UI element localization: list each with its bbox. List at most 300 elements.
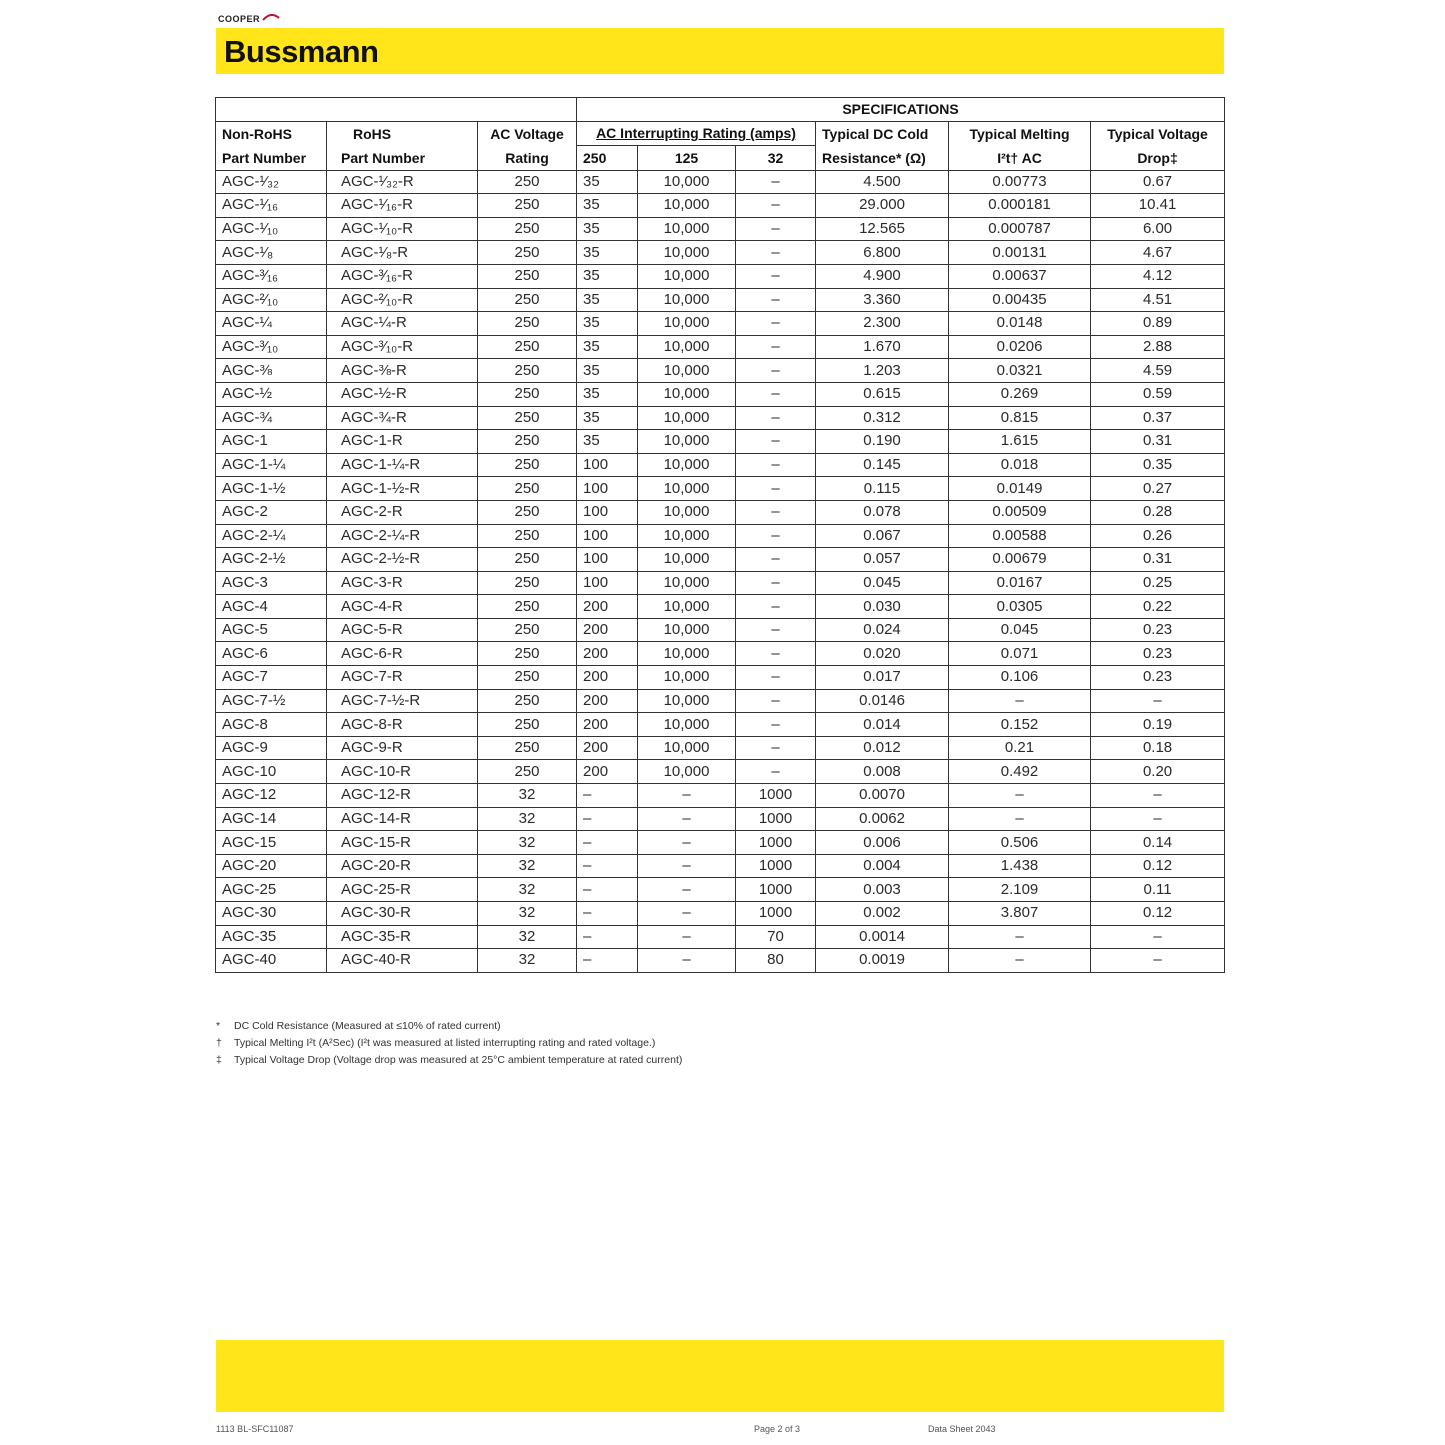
voltage-drop-cell: – bbox=[1091, 949, 1225, 973]
rating-125-cell: – bbox=[638, 925, 736, 949]
ac-voltage-cell: 250 bbox=[478, 666, 577, 690]
dc-cold-resistance-cell: 0.020 bbox=[816, 642, 949, 666]
dc-cold-resistance-cell: 0.006 bbox=[816, 831, 949, 855]
melting-i2t-cell: 0.00509 bbox=[949, 500, 1091, 524]
specifications-body bbox=[216, 170, 1225, 972]
rating-250-cell: 200 bbox=[577, 760, 638, 784]
rating-125-cell: – bbox=[638, 902, 736, 926]
dc-cold-resistance-cell: 0.045 bbox=[816, 571, 949, 595]
ac-interrupting-header: AC Interrupting Rating (amps) bbox=[577, 121, 816, 146]
rating-32-cell: – bbox=[736, 736, 816, 760]
rating-32-cell: – bbox=[736, 335, 816, 359]
voltage-drop-cell: 0.23 bbox=[1091, 618, 1225, 642]
rating-32-cell: – bbox=[736, 548, 816, 572]
non-rohs-part-cell: AGC-40 bbox=[216, 949, 327, 973]
melting-i2t-cell: 0.00131 bbox=[949, 241, 1091, 265]
footer-doc-id: 1113 BL-SFC11087 bbox=[216, 1424, 294, 1434]
non-rohs-part-cell: AGC-¹⁄₁₀ bbox=[216, 217, 327, 241]
melting-i2t-cell: 0.0321 bbox=[949, 359, 1091, 383]
rating-125-cell: 10,000 bbox=[638, 760, 736, 784]
rating-32-cell: – bbox=[736, 666, 816, 690]
non-rohs-part-cell: AGC-¾ bbox=[216, 406, 327, 430]
rohs-part-cell: AGC-³⁄₁₆-R bbox=[327, 264, 478, 288]
table-row bbox=[216, 878, 1225, 902]
voltage-drop-cell: 0.23 bbox=[1091, 642, 1225, 666]
table-row bbox=[216, 571, 1225, 595]
melting-i2t-cell: – bbox=[949, 949, 1091, 973]
non-rohs-part-cell: AGC-15 bbox=[216, 831, 327, 855]
dc-cold-resistance-cell: 0.004 bbox=[816, 854, 949, 878]
rating-125-cell: – bbox=[638, 831, 736, 855]
dc-cold-resistance-cell: 3.360 bbox=[816, 288, 949, 312]
rating-250-cell: – bbox=[577, 784, 638, 808]
rohs-part-cell: AGC-6-R bbox=[327, 642, 478, 666]
rating-250-cell: 35 bbox=[577, 241, 638, 265]
rating-125-cell: 10,000 bbox=[638, 571, 736, 595]
rating-250-cell: 35 bbox=[577, 430, 638, 454]
ac-voltage-cell: 250 bbox=[478, 595, 577, 619]
non-rohs-part-cell: AGC-14 bbox=[216, 807, 327, 831]
table-row bbox=[216, 288, 1225, 312]
voltage-drop-cell: – bbox=[1091, 807, 1225, 831]
table-row bbox=[216, 736, 1225, 760]
footnote bbox=[216, 1035, 916, 1052]
table-row bbox=[216, 500, 1225, 524]
rating-32-cell: – bbox=[736, 170, 816, 194]
ac-voltage-cell: 250 bbox=[478, 500, 577, 524]
rating-250-cell: 200 bbox=[577, 689, 638, 713]
rohs-part-cell: AGC-2-¼-R bbox=[327, 524, 478, 548]
non-rohs-part-cell: AGC-5 bbox=[216, 618, 327, 642]
non-rohs-header: Non-RoHS Part Number bbox=[216, 121, 327, 170]
rating-250-cell: – bbox=[577, 878, 638, 902]
rating-125-cell: 10,000 bbox=[638, 524, 736, 548]
table-row bbox=[216, 831, 1225, 855]
rating-250-cell: 35 bbox=[577, 335, 638, 359]
table-row bbox=[216, 453, 1225, 477]
rohs-part-cell: AGC-20-R bbox=[327, 854, 478, 878]
rohs-part-cell: AGC-1-¼-R bbox=[327, 453, 478, 477]
voltage-drop-cell: 0.28 bbox=[1091, 500, 1225, 524]
rating-250-cell: – bbox=[577, 831, 638, 855]
rating-125-cell: 10,000 bbox=[638, 642, 736, 666]
melting-i2t-cell: – bbox=[949, 807, 1091, 831]
rohs-part-cell: AGC-⅜-R bbox=[327, 359, 478, 383]
group-header-row bbox=[216, 98, 1225, 122]
non-rohs-part-cell: AGC-¹⁄₃₂ bbox=[216, 170, 327, 194]
voltage-drop-cell: – bbox=[1091, 925, 1225, 949]
blank-header-cell bbox=[216, 98, 577, 122]
ac-voltage-cell: 250 bbox=[478, 382, 577, 406]
rating-32-cell: – bbox=[736, 453, 816, 477]
voltage-drop-cell: 0.35 bbox=[1091, 453, 1225, 477]
voltage-drop-cell: 0.22 bbox=[1091, 595, 1225, 619]
rohs-part-cell: AGC-¾-R bbox=[327, 406, 478, 430]
table-row bbox=[216, 217, 1225, 241]
voltage-drop-cell: 4.59 bbox=[1091, 359, 1225, 383]
ac-voltage-cell: 250 bbox=[478, 217, 577, 241]
ac-voltage-cell: 250 bbox=[478, 335, 577, 359]
dc-cold-resistance-cell: 0.067 bbox=[816, 524, 949, 548]
table-row bbox=[216, 359, 1225, 383]
dc-cold-resistance-cell: 1.670 bbox=[816, 335, 949, 359]
non-rohs-part-cell: AGC-¹⁄₈ bbox=[216, 241, 327, 265]
voltage-drop-cell: 10.41 bbox=[1091, 194, 1225, 218]
rating-250-cell: 35 bbox=[577, 170, 638, 194]
dc-cold-resistance-header: Typical DC Cold Resistance* (Ω) bbox=[816, 121, 949, 170]
non-rohs-part-cell: AGC-6 bbox=[216, 642, 327, 666]
melting-i2t-cell: 1.615 bbox=[949, 430, 1091, 454]
bussmann-logo bbox=[216, 10, 391, 74]
footnote-text: Typical Melting I²t (A²Sec) (I²t was measured at listed interrupting rating and rated voltage.) bbox=[234, 1037, 656, 1049]
non-rohs-part-cell: AGC-1-¼ bbox=[216, 453, 327, 477]
melting-i2t-cell: 0.000181 bbox=[949, 194, 1091, 218]
voltage-drop-cell: 0.18 bbox=[1091, 736, 1225, 760]
table-row bbox=[216, 548, 1225, 572]
ac-voltage-cell: 32 bbox=[478, 854, 577, 878]
rating-125-cell: 10,000 bbox=[638, 453, 736, 477]
ac-voltage-cell: 250 bbox=[478, 736, 577, 760]
non-rohs-part-cell: AGC-1 bbox=[216, 430, 327, 454]
dc-cold-resistance-cell: 12.565 bbox=[816, 217, 949, 241]
rating-250-cell: 35 bbox=[577, 264, 638, 288]
sub-header-32: 32 bbox=[736, 146, 816, 171]
rating-125-cell: 10,000 bbox=[638, 264, 736, 288]
rating-32-cell: – bbox=[736, 312, 816, 336]
voltage-drop-cell: 0.20 bbox=[1091, 760, 1225, 784]
footer-meta bbox=[216, 1424, 1224, 1438]
rating-32-cell: – bbox=[736, 217, 816, 241]
ac-voltage-cell: 32 bbox=[478, 949, 577, 973]
dc-cold-resistance-cell: 0.078 bbox=[816, 500, 949, 524]
ac-voltage-cell: 250 bbox=[478, 241, 577, 265]
melting-i2t-cell: 0.269 bbox=[949, 382, 1091, 406]
melting-i2t-cell: 2.109 bbox=[949, 878, 1091, 902]
footnote-symbol: ‡ bbox=[216, 1054, 222, 1066]
voltage-drop-cell: 0.37 bbox=[1091, 406, 1225, 430]
ac-voltage-cell: 250 bbox=[478, 453, 577, 477]
voltage-drop-cell: 0.31 bbox=[1091, 548, 1225, 572]
rating-32-cell: – bbox=[736, 571, 816, 595]
dc-cold-resistance-cell: 6.800 bbox=[816, 241, 949, 265]
dc-cold-resistance-cell: 0.012 bbox=[816, 736, 949, 760]
sub-header-250: 250 bbox=[577, 146, 638, 171]
non-rohs-part-cell: AGC-1-½ bbox=[216, 477, 327, 501]
rating-125-cell: – bbox=[638, 878, 736, 902]
melting-i2t-cell: – bbox=[949, 925, 1091, 949]
rohs-part-cell: AGC-1-R bbox=[327, 430, 478, 454]
table-row bbox=[216, 902, 1225, 926]
rohs-part-cell: AGC-30-R bbox=[327, 902, 478, 926]
rohs-part-cell: AGC-1-½-R bbox=[327, 477, 478, 501]
non-rohs-part-cell: AGC-3 bbox=[216, 571, 327, 595]
table-row bbox=[216, 689, 1225, 713]
table-row bbox=[216, 713, 1225, 737]
rating-125-cell: – bbox=[638, 854, 736, 878]
table-row bbox=[216, 170, 1225, 194]
non-rohs-part-cell: AGC-7-½ bbox=[216, 689, 327, 713]
table-row bbox=[216, 784, 1225, 808]
rohs-part-cell: AGC-³⁄₁₀-R bbox=[327, 335, 478, 359]
dc-cold-resistance-cell: 0.014 bbox=[816, 713, 949, 737]
rating-32-cell: – bbox=[736, 264, 816, 288]
table-row bbox=[216, 335, 1225, 359]
rohs-part-cell: AGC-2-½-R bbox=[327, 548, 478, 572]
dc-cold-resistance-cell: 0.0062 bbox=[816, 807, 949, 831]
rating-32-cell: – bbox=[736, 524, 816, 548]
sub-header-125: 125 bbox=[638, 146, 736, 171]
ac-voltage-cell: 250 bbox=[478, 760, 577, 784]
rating-125-cell: 10,000 bbox=[638, 335, 736, 359]
rating-250-cell: 100 bbox=[577, 524, 638, 548]
non-rohs-part-cell: AGC-20 bbox=[216, 854, 327, 878]
ac-voltage-cell: 32 bbox=[478, 878, 577, 902]
rating-125-cell: 10,000 bbox=[638, 500, 736, 524]
melting-i2t-cell: 0.00773 bbox=[949, 170, 1091, 194]
rating-125-cell: – bbox=[638, 949, 736, 973]
rating-250-cell: – bbox=[577, 925, 638, 949]
non-rohs-part-cell: AGC-12 bbox=[216, 784, 327, 808]
rating-250-cell: 200 bbox=[577, 736, 638, 760]
rohs-part-cell: AGC-10-R bbox=[327, 760, 478, 784]
rohs-header: RoHS Part Number bbox=[327, 121, 478, 170]
voltage-drop-cell: 0.12 bbox=[1091, 902, 1225, 926]
melting-i2t-cell: 0.815 bbox=[949, 406, 1091, 430]
melting-i2t-cell: 0.00679 bbox=[949, 548, 1091, 572]
rating-32-cell: – bbox=[736, 500, 816, 524]
ac-voltage-cell: 32 bbox=[478, 831, 577, 855]
dc-cold-resistance-cell: 0.002 bbox=[816, 902, 949, 926]
table-row bbox=[216, 241, 1225, 265]
dc-cold-resistance-cell: 0.017 bbox=[816, 666, 949, 690]
melting-i2t-cell: 0.0206 bbox=[949, 335, 1091, 359]
rating-250-cell: 200 bbox=[577, 713, 638, 737]
rohs-part-cell: AGC-3-R bbox=[327, 571, 478, 595]
dc-cold-resistance-cell: 0.030 bbox=[816, 595, 949, 619]
dc-cold-resistance-cell: 0.145 bbox=[816, 453, 949, 477]
bussmann-wordmark: Bussmann bbox=[224, 34, 379, 69]
table-row bbox=[216, 949, 1225, 973]
dc-cold-resistance-cell: 29.000 bbox=[816, 194, 949, 218]
rating-125-cell: 10,000 bbox=[638, 689, 736, 713]
rating-250-cell: 35 bbox=[577, 194, 638, 218]
footnote bbox=[216, 1052, 916, 1069]
rating-250-cell: 35 bbox=[577, 217, 638, 241]
rating-250-cell: – bbox=[577, 854, 638, 878]
footnotes bbox=[216, 1018, 916, 1069]
voltage-drop-cell: 0.89 bbox=[1091, 312, 1225, 336]
rating-125-cell: – bbox=[638, 784, 736, 808]
rating-32-cell: 1000 bbox=[736, 807, 816, 831]
rohs-part-cell: AGC-5-R bbox=[327, 618, 478, 642]
table-row bbox=[216, 477, 1225, 501]
non-rohs-part-cell: AGC-⅜ bbox=[216, 359, 327, 383]
non-rohs-part-cell: AGC-²⁄₁₀ bbox=[216, 288, 327, 312]
melting-i2t-cell: – bbox=[949, 689, 1091, 713]
melting-i2t-cell: 0.0305 bbox=[949, 595, 1091, 619]
rating-125-cell: 10,000 bbox=[638, 666, 736, 690]
dc-cold-resistance-cell: 0.0014 bbox=[816, 925, 949, 949]
table-row bbox=[216, 382, 1225, 406]
non-rohs-part-cell: AGC-½ bbox=[216, 382, 327, 406]
non-rohs-part-cell: AGC-9 bbox=[216, 736, 327, 760]
voltage-drop-cell: 4.51 bbox=[1091, 288, 1225, 312]
ac-voltage-cell: 250 bbox=[478, 524, 577, 548]
rohs-part-cell: AGC-12-R bbox=[327, 784, 478, 808]
dc-cold-resistance-cell: 2.300 bbox=[816, 312, 949, 336]
rating-125-cell: 10,000 bbox=[638, 595, 736, 619]
melting-i2t-cell: – bbox=[949, 784, 1091, 808]
voltage-drop-cell: 0.59 bbox=[1091, 382, 1225, 406]
rating-125-cell: 10,000 bbox=[638, 312, 736, 336]
voltage-drop-cell: 0.27 bbox=[1091, 477, 1225, 501]
melting-i2t-cell: 0.21 bbox=[949, 736, 1091, 760]
ac-voltage-cell: 250 bbox=[478, 194, 577, 218]
rating-250-cell: 35 bbox=[577, 312, 638, 336]
rating-32-cell: – bbox=[736, 760, 816, 784]
rohs-part-cell: AGC-40-R bbox=[327, 949, 478, 973]
melting-i2t-cell: 0.506 bbox=[949, 831, 1091, 855]
melting-i2t-cell: 0.045 bbox=[949, 618, 1091, 642]
rohs-part-cell: AGC-7-½-R bbox=[327, 689, 478, 713]
rating-125-cell: 10,000 bbox=[638, 241, 736, 265]
melting-header: Typical Melting I²t† AC bbox=[949, 121, 1091, 170]
rating-32-cell: 1000 bbox=[736, 784, 816, 808]
ac-voltage-cell: 250 bbox=[478, 264, 577, 288]
rohs-part-cell: AGC-2-R bbox=[327, 500, 478, 524]
table-row bbox=[216, 618, 1225, 642]
voltage-drop-cell: 4.12 bbox=[1091, 264, 1225, 288]
rating-250-cell: 35 bbox=[577, 288, 638, 312]
voltage-drop-cell: – bbox=[1091, 784, 1225, 808]
rating-125-cell: 10,000 bbox=[638, 170, 736, 194]
rohs-part-cell: AGC-¹⁄₈-R bbox=[327, 241, 478, 265]
dc-cold-resistance-cell: 1.203 bbox=[816, 359, 949, 383]
melting-i2t-cell: 0.018 bbox=[949, 453, 1091, 477]
melting-i2t-cell: 0.000787 bbox=[949, 217, 1091, 241]
rating-250-cell: 100 bbox=[577, 500, 638, 524]
ac-voltage-cell: 32 bbox=[478, 784, 577, 808]
footnote-symbol: * bbox=[216, 1020, 221, 1032]
rating-250-cell: 35 bbox=[577, 382, 638, 406]
melting-i2t-cell: 0.106 bbox=[949, 666, 1091, 690]
ac-voltage-cell: 32 bbox=[478, 925, 577, 949]
ac-voltage-cell: 250 bbox=[478, 312, 577, 336]
rating-250-cell: 35 bbox=[577, 406, 638, 430]
cooper-swoosh-icon bbox=[262, 13, 280, 21]
rating-125-cell: 10,000 bbox=[638, 618, 736, 642]
non-rohs-part-cell: AGC-2 bbox=[216, 500, 327, 524]
table-row bbox=[216, 430, 1225, 454]
rating-250-cell: 200 bbox=[577, 666, 638, 690]
rohs-part-cell: AGC-15-R bbox=[327, 831, 478, 855]
ac-voltage-cell: 250 bbox=[478, 288, 577, 312]
table-row bbox=[216, 595, 1225, 619]
melting-i2t-cell: 0.492 bbox=[949, 760, 1091, 784]
voltage-drop-cell: 0.23 bbox=[1091, 666, 1225, 690]
footer-data-sheet: Data Sheet 2043 bbox=[928, 1424, 996, 1434]
rating-32-cell: – bbox=[736, 642, 816, 666]
dc-cold-resistance-cell: 4.500 bbox=[816, 170, 949, 194]
table-row bbox=[216, 760, 1225, 784]
rating-32-cell: 1000 bbox=[736, 878, 816, 902]
rating-32-cell: 1000 bbox=[736, 831, 816, 855]
dc-cold-resistance-cell: 0.190 bbox=[816, 430, 949, 454]
rating-250-cell: 100 bbox=[577, 477, 638, 501]
column-header-row-1 bbox=[216, 121, 1225, 146]
voltage-drop-cell: 0.12 bbox=[1091, 854, 1225, 878]
footnote bbox=[216, 1018, 916, 1035]
rohs-part-cell: AGC-²⁄₁₀-R bbox=[327, 288, 478, 312]
non-rohs-part-cell: AGC-25 bbox=[216, 878, 327, 902]
voltage-drop-cell: 0.14 bbox=[1091, 831, 1225, 855]
ac-voltage-cell: 250 bbox=[478, 477, 577, 501]
voltage-drop-header: Typical Voltage Drop‡ bbox=[1091, 121, 1225, 170]
rohs-part-cell: AGC-4-R bbox=[327, 595, 478, 619]
dc-cold-resistance-cell: 0.003 bbox=[816, 878, 949, 902]
specifications-header: SPECIFICATIONS bbox=[577, 98, 1225, 122]
non-rohs-part-cell: AGC-2-¼ bbox=[216, 524, 327, 548]
table-row bbox=[216, 666, 1225, 690]
ac-voltage-header: AC Voltage Rating bbox=[478, 121, 577, 170]
rohs-part-cell: AGC-35-R bbox=[327, 925, 478, 949]
rohs-part-cell: AGC-9-R bbox=[327, 736, 478, 760]
rating-250-cell: 100 bbox=[577, 571, 638, 595]
footnote-text: Typical Voltage Drop (Voltage drop was measured at 25°C ambient temperature at rated current) bbox=[234, 1054, 683, 1066]
rating-250-cell: – bbox=[577, 807, 638, 831]
rohs-part-cell: AGC-½-R bbox=[327, 382, 478, 406]
rating-32-cell: – bbox=[736, 288, 816, 312]
rating-125-cell: 10,000 bbox=[638, 736, 736, 760]
non-rohs-part-cell: AGC-2-½ bbox=[216, 548, 327, 572]
rating-32-cell: – bbox=[736, 430, 816, 454]
ac-voltage-cell: 250 bbox=[478, 430, 577, 454]
rating-32-cell: 1000 bbox=[736, 902, 816, 926]
ac-voltage-cell: 250 bbox=[478, 642, 577, 666]
rohs-part-cell: AGC-¼-R bbox=[327, 312, 478, 336]
table-row bbox=[216, 642, 1225, 666]
rating-32-cell: – bbox=[736, 241, 816, 265]
dc-cold-resistance-cell: 0.615 bbox=[816, 382, 949, 406]
melting-i2t-cell: 1.438 bbox=[949, 854, 1091, 878]
rating-250-cell: 200 bbox=[577, 642, 638, 666]
rohs-part-cell: AGC-14-R bbox=[327, 807, 478, 831]
rohs-part-cell: AGC-8-R bbox=[327, 713, 478, 737]
non-rohs-part-cell: AGC-7 bbox=[216, 666, 327, 690]
voltage-drop-cell: 0.26 bbox=[1091, 524, 1225, 548]
rating-125-cell: 10,000 bbox=[638, 713, 736, 737]
table-row bbox=[216, 854, 1225, 878]
dc-cold-resistance-cell: 0.115 bbox=[816, 477, 949, 501]
melting-i2t-cell: 0.0149 bbox=[949, 477, 1091, 501]
rating-250-cell: 35 bbox=[577, 359, 638, 383]
rating-125-cell: 10,000 bbox=[638, 359, 736, 383]
footnote-text: DC Cold Resistance (Measured at ≤10% of rated current) bbox=[234, 1020, 501, 1032]
rating-125-cell: 10,000 bbox=[638, 194, 736, 218]
non-rohs-part-cell: AGC-8 bbox=[216, 713, 327, 737]
non-rohs-part-cell: AGC-35 bbox=[216, 925, 327, 949]
rating-32-cell: – bbox=[736, 194, 816, 218]
non-rohs-part-cell: AGC-³⁄₁₀ bbox=[216, 335, 327, 359]
voltage-drop-cell: 0.19 bbox=[1091, 713, 1225, 737]
dc-cold-resistance-cell: 0.057 bbox=[816, 548, 949, 572]
dc-cold-resistance-cell: 0.0070 bbox=[816, 784, 949, 808]
rating-32-cell: – bbox=[736, 713, 816, 737]
melting-i2t-cell: 0.00435 bbox=[949, 288, 1091, 312]
rating-250-cell: 200 bbox=[577, 595, 638, 619]
voltage-drop-cell: 6.00 bbox=[1091, 217, 1225, 241]
rohs-part-cell: AGC-7-R bbox=[327, 666, 478, 690]
